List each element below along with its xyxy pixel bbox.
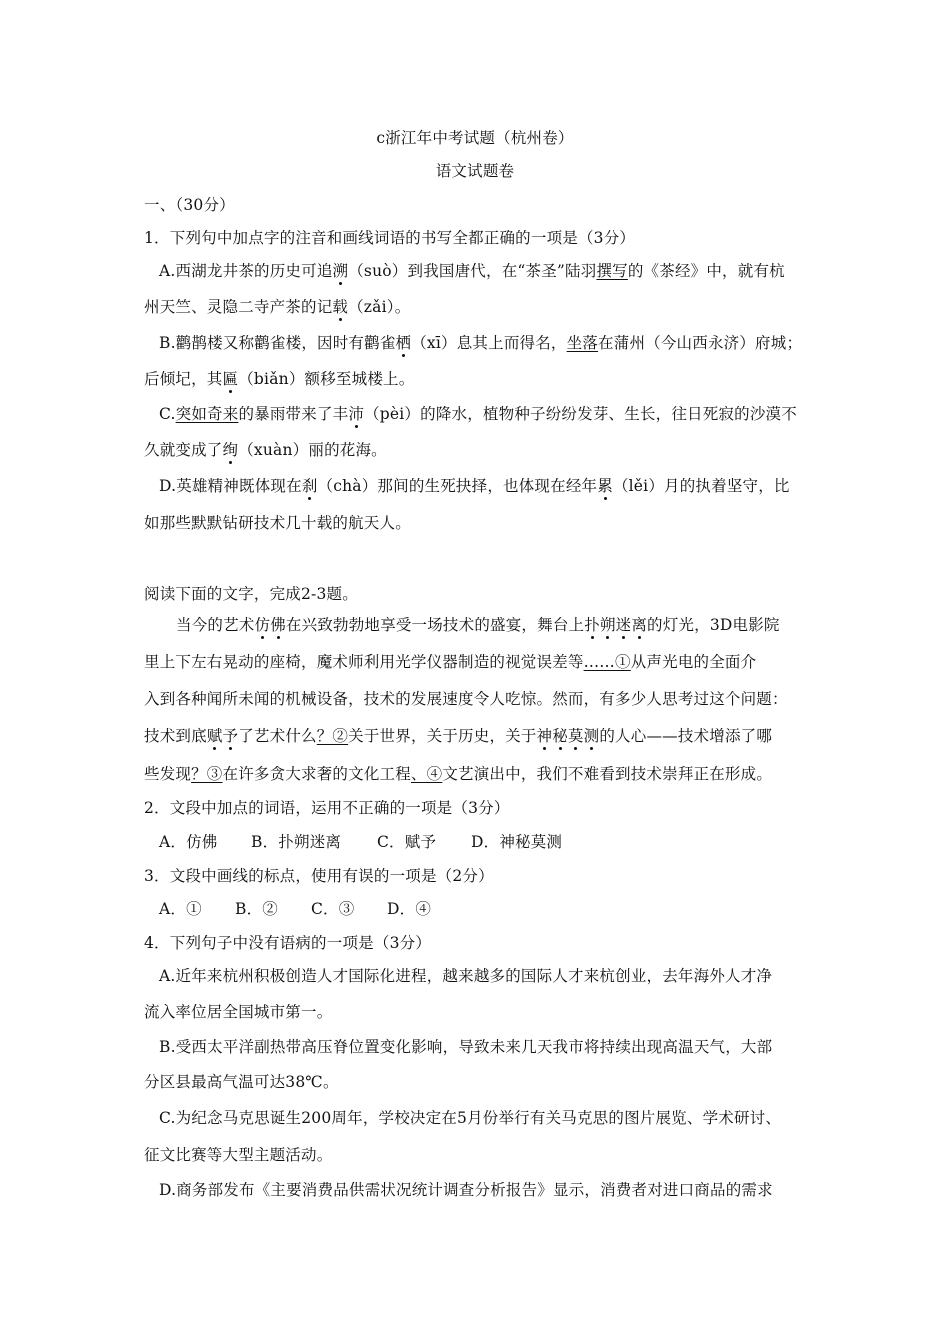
- q3-option-b: B．②: [235, 900, 278, 918]
- reading-intro: 阅读下面的文字，完成2-3题。: [144, 585, 358, 603]
- text: 了艺术什么: [238, 727, 317, 745]
- dotted-char: 沛: [348, 405, 365, 423]
- dotted-char: 栖: [395, 334, 412, 352]
- text: 后倾圮，其: [144, 370, 223, 388]
- dotted-char: 朔: [599, 616, 616, 634]
- q1-option-c-line1: [159, 404, 797, 424]
- dotted-word: [537, 727, 600, 745]
- dotted-char: 迷: [615, 616, 632, 634]
- q4-option-a-line1: A.近年来杭州积极创造人才国际化进程，越来越多的国际人才来杭创业，去年海外人才净: [159, 967, 773, 985]
- text: B.鹳鹊楼又称鹳雀楼，因时有鹳雀: [159, 334, 396, 352]
- section-heading: 一、（30分）: [144, 196, 235, 214]
- dotted-char: 累: [597, 477, 613, 495]
- dotted-word: [207, 727, 238, 745]
- text: 在许多贪大求奢的文化工程: [222, 765, 411, 783]
- text: （zǎi）。: [348, 298, 411, 316]
- text: 在兴致勃勃地享受一场技术的盛宴，舞台上: [285, 616, 585, 634]
- text: 的人心——技术增添了哪: [599, 727, 773, 745]
- q4-stem: 4．下列句子中没有语病的一项是（3分）: [144, 934, 432, 952]
- q2-stem: 2．文段中加点的词语，运用不正确的一项是（3分）: [144, 799, 510, 817]
- passage-line-5: [144, 764, 772, 784]
- text: 从声光电的全面介: [630, 653, 757, 671]
- text: （suò）到我国唐代，在“茶圣”陆羽: [348, 262, 597, 280]
- q3-option-a: A．①: [159, 900, 202, 918]
- dotted-char: 溯: [332, 262, 349, 280]
- underlined-word: 突如奇来: [175, 405, 239, 423]
- dotted-char: 扑: [584, 616, 600, 634]
- q3-option-c: C．③: [311, 900, 355, 918]
- text: C.: [159, 405, 176, 423]
- dotted-char: 离: [631, 616, 648, 634]
- dotted-char: 佛: [270, 616, 286, 634]
- dotted-char: 绚: [222, 441, 239, 459]
- text: 的灯光，3D电影院: [647, 616, 780, 634]
- q1-stem: 1．下列句中加点字的注音和画线词语的书写全都正确的一项是（3分）: [144, 229, 636, 247]
- text: 的《茶经》中，就有杭: [627, 262, 785, 280]
- text: 关于世界，关于历史，关于: [348, 727, 537, 745]
- text: （chà）那间的生死抉择，也体现在经年: [317, 477, 598, 495]
- text: 州天竺、灵隐二寺产茶的记: [144, 298, 333, 316]
- text: （pèi）的降水，植物种子纷纷发芽、生长，往日死寂的沙漠不: [364, 405, 797, 423]
- underlined-mark: ？②: [316, 727, 349, 745]
- text: （xī）息其上而得名，: [411, 334, 567, 352]
- dotted-word: [584, 616, 647, 634]
- q1-option-d-line1: [159, 476, 790, 496]
- text: 久就变成了: [144, 441, 223, 459]
- q2-option-a: A．仿佛: [159, 833, 218, 851]
- dotted-char: 仿: [254, 616, 271, 634]
- q4-option-a-line2: 流入率位居全国城市第一。: [144, 1003, 333, 1021]
- q1-option-b-line1: [159, 333, 802, 353]
- q2-option-d: D．神秘莫测: [471, 833, 563, 851]
- page-subtitle: 语文试题卷: [435, 162, 515, 180]
- text: 技术到底: [144, 727, 207, 745]
- q4-option-c-line2: 征文比赛等大型主题活动。: [144, 1146, 333, 1164]
- text: 当今的艺术: [176, 616, 255, 634]
- q2-options: [159, 832, 562, 852]
- q4-option-d-line1: D.商务部发布《主要消费品供需状况统计调查分析报告》显示，消费者对进口商品的需求: [159, 1181, 773, 1199]
- q1-option-a-line2: [144, 297, 410, 317]
- underlined-mark: ……①: [583, 653, 631, 671]
- passage-line-4: [144, 726, 772, 746]
- dotted-word: [255, 616, 286, 634]
- underlined-word: 撰写: [596, 262, 628, 280]
- dotted-char: 予: [222, 727, 239, 745]
- dotted-char: 匾: [222, 370, 239, 388]
- dotted-char: 秘: [552, 727, 568, 745]
- text: 的暴雨带来了丰: [238, 405, 349, 423]
- q1-option-d-line2: 如那些默默钻研技术几十载的航天人。: [144, 514, 411, 532]
- q4-option-c-line1: C.为纪念马克思诞生200周年，学校决定在5月份举行有关马克思的图片展览、学术研讨、: [159, 1109, 782, 1127]
- dotted-char: 载: [332, 298, 349, 316]
- text: D.英雄精神既体现在: [159, 477, 302, 495]
- dotted-char: 神: [536, 727, 553, 745]
- q1-option-a-line1: [159, 261, 785, 281]
- text: A.西湖龙井茶的历史可追: [159, 262, 333, 280]
- q1-option-c-line2: [144, 440, 387, 460]
- dotted-char: 赋: [206, 727, 223, 745]
- passage-line-2: [144, 652, 756, 672]
- dotted-char: 莫: [567, 727, 584, 745]
- text: （lěi）月的执着坚守，比: [612, 477, 790, 495]
- underlined-mark: ？③: [191, 765, 223, 783]
- dotted-char: 刹: [301, 477, 318, 495]
- q1-option-b-line2: [144, 369, 414, 389]
- q3-option-d: D．④: [387, 900, 432, 918]
- q3-stem: 3．文段中画线的标点，使用有误的一项是（2分）: [144, 867, 494, 885]
- passage-line-3: 入到各种闻所未闻的机械设备，技术的发展速度令人吃惊。然而，有多少人思考过这个问题：: [144, 690, 788, 708]
- q2-option-b: B．扑朔迷离: [251, 833, 342, 851]
- text: 些发现: [144, 765, 192, 783]
- underlined-word: 坐落: [566, 334, 599, 352]
- dotted-char: 测: [583, 727, 600, 745]
- q4-option-b-line1: B.受西太平洋副热带高压脊位置变化影响，导致未来几天我市将持续出现高温天气，大部: [159, 1038, 773, 1056]
- q3-options: [159, 899, 431, 919]
- text: （xuàn）丽的花海。: [238, 441, 387, 459]
- text: 里上下左右晃动的座椅，魔术师利用光学仪器制造的视觉误差等: [144, 653, 584, 671]
- page-title: c浙江年中考试题（杭州卷）: [376, 129, 574, 147]
- underlined-mark: 、④: [410, 765, 443, 783]
- passage-line-1: [176, 615, 780, 635]
- text: 文艺演出中，我们不难看到技术崇拜正在形成。: [442, 765, 773, 783]
- text: 在蒲州（今山西永济）府城；: [598, 334, 803, 352]
- q2-option-c: C．赋予: [377, 833, 437, 851]
- text: （biǎn）额移至城楼上。: [238, 370, 415, 388]
- q4-option-b-line2: 分区县最高气温可达38℃。: [144, 1073, 339, 1091]
